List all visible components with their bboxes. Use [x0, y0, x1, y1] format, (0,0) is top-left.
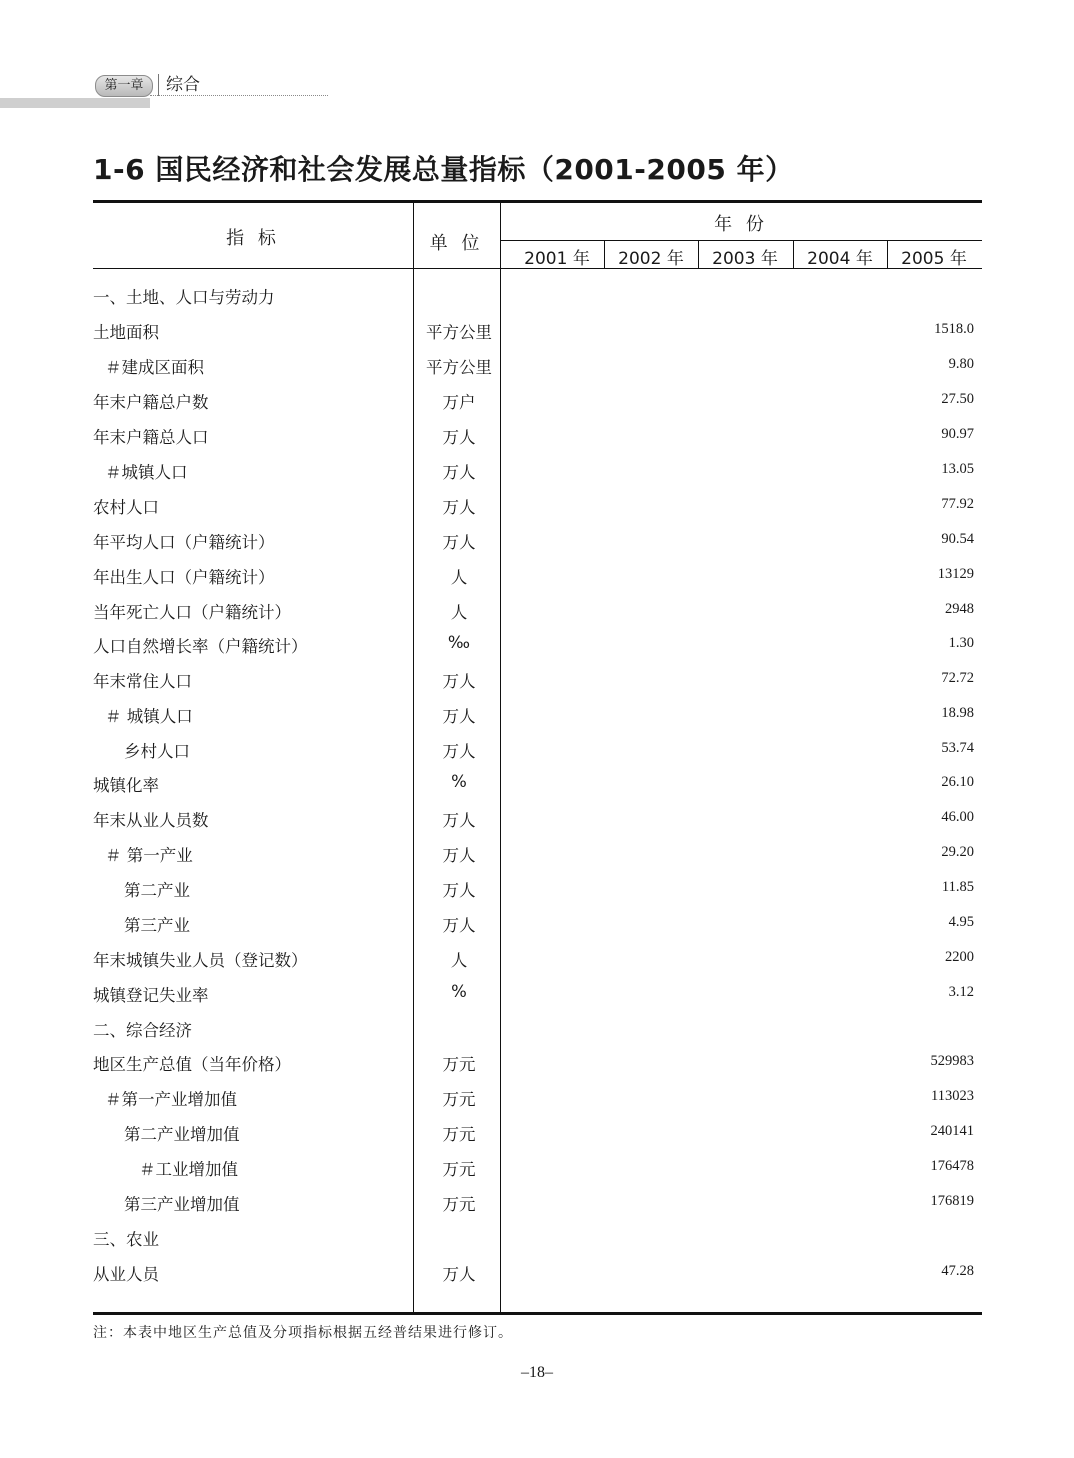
table-row: [93, 488, 982, 523]
table-row: [93, 732, 982, 767]
row-label: ＃城镇人口: [105, 463, 188, 482]
row-unit: 万元: [442, 1195, 476, 1214]
row-unit: 人: [450, 951, 468, 970]
row-value-2005: 13129: [937, 566, 974, 582]
table-row: [93, 906, 982, 941]
row-unit: 人: [450, 568, 468, 587]
row-label: ＃第一产业增加值: [105, 1090, 237, 1109]
table-row: [93, 593, 982, 628]
row-unit: 万人: [442, 846, 476, 865]
table-row: [93, 801, 982, 836]
row-value-2005: 176819: [930, 1193, 974, 1209]
row-label: 地区生产总值（当年价格）: [93, 1055, 291, 1074]
year-2002: 2002 年: [618, 249, 684, 269]
table-footnote: 注：本表中地区生产总值及分项指标根据五经普结果进行修订。: [93, 1325, 513, 1341]
table-row: [93, 976, 982, 1011]
row-unit: 万户: [442, 393, 476, 412]
table-row: [93, 1045, 982, 1080]
row-label: 从业人员: [93, 1265, 159, 1284]
row-label: 年平均人口（户籍统计）: [93, 533, 275, 552]
table-row: [93, 348, 982, 383]
row-value-2005: 113023: [931, 1088, 974, 1104]
row-unit: 万元: [442, 1055, 476, 1074]
table-row: [93, 1185, 982, 1220]
table-bottom-rule: [93, 1312, 982, 1315]
row-label: 人口自然增长率（户籍统计）: [93, 637, 308, 656]
row-label: 土地面积: [93, 323, 159, 342]
row-label: 当年死亡人口（户籍统计）: [93, 603, 291, 622]
row-value-2005: 77.92: [941, 496, 974, 512]
row-value-2005: 529983: [930, 1053, 974, 1069]
row-value-2005: 46.00: [941, 809, 974, 825]
row-label: ＃工业增加值: [139, 1160, 238, 1179]
page-number: –18–: [521, 1364, 553, 1381]
row-value-2005: 3.12: [948, 984, 974, 1000]
row-value-2005: 4.95: [948, 914, 974, 930]
row-value-2005: 2948: [945, 601, 974, 617]
table-row: [93, 1255, 982, 1290]
row-label: 乡村人口: [124, 742, 190, 761]
row-unit: %: [451, 772, 467, 791]
row-label: 年出生人口（户籍统计）: [93, 568, 275, 587]
chapter-bar: [0, 98, 150, 108]
row-label: 第二产业: [124, 881, 190, 900]
year-2005: 2005 年: [901, 249, 967, 269]
row-label: 三、农业: [93, 1230, 159, 1249]
row-value-2005: 1.30: [948, 635, 974, 651]
row-unit: 万人: [442, 881, 476, 900]
row-label: 农村人口: [93, 498, 159, 517]
chapter-name: 综合: [166, 75, 200, 95]
table-row: [93, 627, 982, 662]
row-unit: 万人: [442, 428, 476, 447]
table-row: [93, 1080, 982, 1115]
row-value-2005: 2200: [945, 949, 974, 965]
row-unit: 万人: [442, 742, 476, 761]
row-unit: 万元: [442, 1090, 476, 1109]
row-unit: 万人: [442, 463, 476, 482]
row-label: 二、综合经济: [93, 1021, 192, 1040]
row-unit: 平方公里: [426, 358, 492, 377]
row-label: 年末户籍总户数: [93, 393, 209, 412]
row-unit: 万人: [442, 498, 476, 517]
row-value-2005: 47.28: [941, 1263, 974, 1279]
year-2001: 2001 年: [524, 249, 590, 269]
year-2003: 2003 年: [712, 249, 778, 269]
table-row: [93, 871, 982, 906]
table-top-rule: [93, 200, 982, 203]
row-value-2005: 53.74: [941, 740, 974, 756]
row-value-2005: 26.10: [941, 774, 974, 790]
row-unit: 万人: [442, 707, 476, 726]
table-row: [93, 278, 982, 313]
row-label: ＃ 城镇人口: [105, 707, 193, 726]
row-value-2005: 72.72: [941, 670, 974, 686]
table-row: [93, 383, 982, 418]
row-value-2005: 13.05: [941, 461, 974, 477]
row-value-2005: 90.97: [941, 426, 974, 442]
row-label: 年末从业人员数: [93, 811, 209, 830]
table-row: [93, 453, 982, 488]
row-label: 一、土地、人口与劳动力: [93, 288, 275, 307]
row-unit: %: [451, 982, 467, 1001]
row-label: ＃建成区面积: [105, 358, 204, 377]
row-label: 年末常住人口: [93, 672, 192, 691]
table-row: [93, 1220, 982, 1255]
row-label: 第三产业增加值: [124, 1195, 240, 1214]
row-unit: 万人: [442, 811, 476, 830]
row-unit: 平方公里: [426, 323, 492, 342]
row-unit: 万人: [442, 916, 476, 935]
row-unit: ‰: [447, 633, 471, 652]
year-header-rule: [500, 240, 982, 241]
row-value-2005: 18.98: [941, 705, 974, 721]
table-row: [93, 766, 982, 801]
table-row: [93, 1150, 982, 1185]
page-title: 1-6 国民经济和社会发展总量指标（2001-2005 年）: [93, 153, 794, 186]
row-value-2005: 176478: [930, 1158, 974, 1174]
row-label: ＃ 第一产业: [105, 846, 193, 865]
row-value-2005: 11.85: [941, 879, 974, 895]
row-label: 城镇化率: [93, 776, 159, 795]
year-2004: 2004 年: [807, 249, 873, 269]
table-row: [93, 1115, 982, 1150]
row-value-2005: 29.20: [941, 844, 974, 860]
header-year: 年 份: [714, 214, 768, 235]
row-unit: 万元: [442, 1160, 476, 1179]
row-unit: 万人: [442, 672, 476, 691]
header-indicator: 指 标: [226, 228, 280, 249]
row-value-2005: 240141: [930, 1123, 974, 1139]
table-row: [93, 662, 982, 697]
row-label: 第二产业增加值: [124, 1125, 240, 1144]
row-label: 城镇登记失业率: [93, 986, 209, 1005]
table-row: [93, 1011, 982, 1046]
table-row: [93, 941, 982, 976]
chapter-badge: 第一章: [95, 75, 153, 97]
table-row: [93, 523, 982, 558]
row-value-2005: 1518.0: [934, 321, 974, 337]
table-row: [93, 558, 982, 593]
table-row: [93, 697, 982, 732]
table-row: [93, 313, 982, 348]
row-unit: 人: [450, 603, 468, 622]
row-unit: 万人: [442, 533, 476, 552]
row-value-2005: 27.50: [941, 391, 974, 407]
row-unit: 万人: [442, 1265, 476, 1284]
header-unit: 单 位: [429, 233, 484, 254]
table-row: [93, 418, 982, 453]
row-label: 年末户籍总人口: [93, 428, 209, 447]
row-label: 第三产业: [124, 916, 190, 935]
row-value-2005: 9.80: [948, 356, 974, 372]
row-unit: 万元: [442, 1125, 476, 1144]
row-value-2005: 90.54: [941, 531, 974, 547]
row-label: 年末城镇失业人员（登记数）: [93, 951, 308, 970]
table-row: [93, 836, 982, 871]
chapter-separator: [158, 74, 159, 96]
